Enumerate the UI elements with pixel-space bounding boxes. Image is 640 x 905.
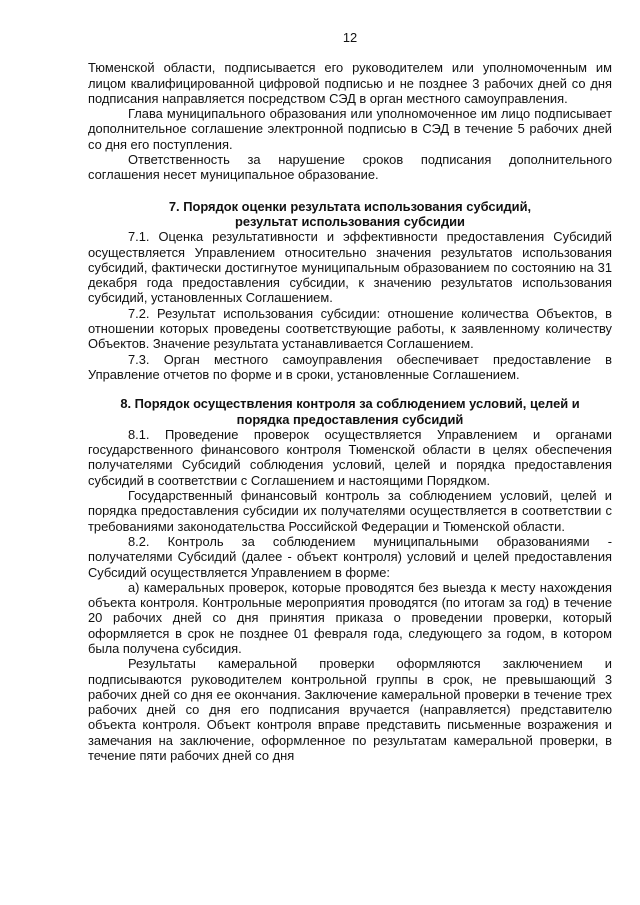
section-8-title-line-2: порядка предоставления субсидий: [236, 411, 464, 427]
paragraph-intro-3: Ответственность за нарушение сроков подписания дополнительного соглашения несет муниципальное образование.: [88, 152, 612, 183]
paragraph-8-1: 8.1. Проведение проверок осуществляется Управлением и органами государственного финансового контроля Тюменской области в целях обеспечения получателями Субсидий соблюдения условий, целей и порядка предоставления субсидий в соответствии с Соглашением и настоящими Порядком.: [88, 426, 612, 488]
paragraph-7-2: 7.2. Результат использования субсидии: отношение количества Объектов, в отношении которых проведены соответствующие работы, к заявленному количеству Объектов. Значение результата устанавливается Соглашением.: [88, 305, 612, 352]
paragraph-8-2: 8.2. Контроль за соблюдением муниципальными образованиями - получателями Субсидий (далее - объект контроля) условий и целей предоставления Субсидий осуществляется Управлением в форме:: [88, 533, 612, 580]
document-page: [88, 30, 612, 763]
paragraph-7-1: 7.1. Оценка результативности и эффективности предоставления Субсидий осуществляется Управлением относительно значения результатов использования субсидий, фактически достигнутое муниципальным образованием по состоянию на 31 декабря года предоставления субсидии, к значению результатов использования субсидий, установленных Соглашением.: [88, 229, 612, 306]
section-7-title-line-1: 7. Порядок оценки результата использования субсидий,: [168, 198, 532, 214]
paragraph-8-2-a: а) камеральных проверок, которые проводятся без выезда к месту нахождения объекта контроля. Контрольные мероприятия проводятся (по итогам за год) в течение 20 рабочих дней со дня принятия приказа о проведении проверки, который оформляется в срок не позднее 01 февраля года, следующего за годом, в котором была получена субсидия.: [88, 579, 612, 656]
section-7-heading: [88, 199, 612, 230]
paragraph-intro-2: Глава муниципального образования или уполномоченное им лицо подписывает дополнительное соглашение электронной подписью в СЭД в течение 5 рабочих дней со дня его поступления.: [88, 106, 612, 152]
paragraph-8-results: Результаты камеральной проверки оформляются заключением и подписываются руководителем контрольной группы в срок, не превышающий 3 рабочих дней со дня ее окончания. Заключение камеральной проверки в течение трех рабочих дней со дня его подписания вручается (направляется) представителю объекта контроля. Объект контроля вправе представить письменные возражения и замечания на заключение, оформленное по результатам камеральной проверки, в течение пяти рабочих дней со дня: [88, 656, 612, 764]
section-8-title-line-1: 8. Порядок осуществления контроля за соблюдением условий, целей и: [120, 396, 580, 412]
paragraph-7-3: 7.3. Орган местного самоуправления обеспечивает предоставление в Управление отчетов по форме и в сроки, установленные Соглашением.: [88, 351, 612, 382]
page-number: 12: [342, 30, 358, 45]
paragraph-8-state-control: Государственный финансовый контроль за соблюдением условий, целей и порядка предоставления субсидии их получателями осуществляется в соответствии с требованиями законодательства Российской Федерации и Тюменской области.: [88, 488, 612, 534]
paragraph-intro-1: Тюменской области, подписывается его руководителем или уполномоченным им лицом квалифицированной цифровой подписью и не позднее 3 рабочих дней со дня подписания направляется посредством СЭД в орган местного самоуправления.: [88, 60, 612, 106]
section-7-title-line-2: результат использования субсидии: [235, 213, 465, 229]
section-8-heading: [88, 396, 612, 427]
